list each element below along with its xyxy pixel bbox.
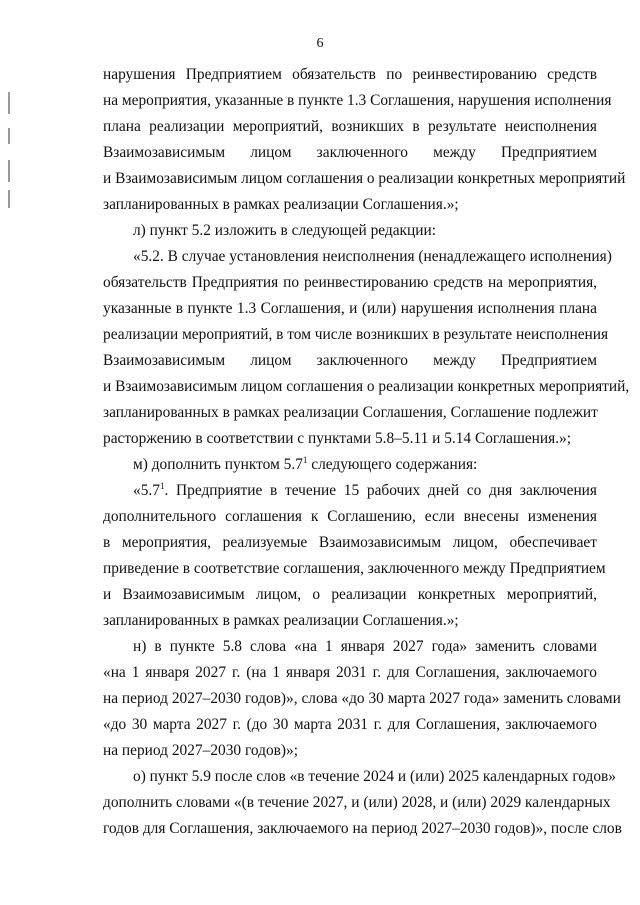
text-line: и Взаимозависимым лицом соглашения о реализации конкретных мероприятий (103, 170, 626, 187)
text-line: на период 2027–2030 годов)»; (103, 742, 299, 759)
text-fragment: . Предприятие в течение 15 рабочих дней со дня заключения (164, 482, 597, 499)
text-fragment: следующего содержания: (307, 456, 478, 473)
margin-scan-mark (8, 160, 10, 182)
text-line: «до 30 марта 2027 г. (до 30 марта 2031 г. для Соглашения, заключаемого (103, 716, 597, 733)
text-line: Взаимозависимым лицом заключенного между Предприятием (103, 352, 597, 369)
margin-scan-mark (8, 128, 10, 144)
text-line: о) пункт 5.9 после слов «в течение 2024 и (или) 2025 календарных годов» (133, 768, 617, 785)
text-line: дополнительного соглашения к Соглашению, если внесены изменения (103, 508, 597, 525)
text-line: запланированных в рамках реализации Соглашения, Соглашение подлежит (103, 404, 598, 421)
text-line: приведение в соответствие соглашения, заключенного между Предприятием (103, 560, 606, 577)
margin-scan-mark (8, 92, 10, 114)
text-line: запланированных в рамках реализации Соглашения.»; (103, 196, 459, 213)
superscript: 1 (159, 481, 165, 491)
text-line: на мероприятия, указанные в пункте 1.3 Соглашения, нарушения исполнения (103, 92, 612, 109)
text-line: н) в пункте 5.8 слова «на 1 января 2027 года» заменить словами (133, 638, 597, 655)
text-line: расторжению в соответствии с пунктами 5.8–5.11 и 5.14 Соглашения.»; (103, 430, 572, 447)
text-line (133, 456, 597, 474)
text-line: и Взаимозависимым лицом соглашения о реализации конкретных мероприятий, (103, 378, 630, 395)
text-line: Взаимозависимым лицом заключенного между Предприятием (103, 144, 597, 161)
margin-scan-mark (8, 190, 10, 208)
text-fragment: м) дополнить пунктом 5.7 (133, 456, 303, 473)
text-line: и Взаимозависимым лицом, о реализации конкретных мероприятий, (103, 586, 597, 603)
text-line: реализации мероприятий, в том числе возникших в результате неисполнения (103, 326, 609, 343)
text-line (133, 482, 597, 500)
page-number: 6 (316, 36, 324, 51)
text-fragment: «5.7 (133, 482, 160, 499)
superscript: 1 (302, 455, 308, 465)
text-line: на период 2027–2030 годов)», слова «до 30 марта 2027 года» заменить словами (103, 690, 621, 707)
text-line: нарушения Предприятием обязательств по реинвестированию средств (103, 66, 597, 83)
text-line: «5.2. В случае установления неисполнения (ненадлежащего исполнения) (133, 248, 612, 265)
text-line: в мероприятия, реализуемые Взаимозависимым лицом, обеспечивает (103, 534, 597, 551)
text-line: дополнить словами «(в течение 2027, и (или) 2028, и (или) 2029 календарных (103, 794, 611, 811)
text-line: плана реализации мероприятий, возникших в результате неисполнения (103, 118, 597, 135)
text-line: л) пункт 5.2 изложить в следующей редакции: (133, 222, 437, 239)
text-line: запланированных в рамках реализации Соглашения.»; (103, 612, 459, 629)
text-line: указанные в пункте 1.3 Соглашения, и (или) нарушения исполнения плана (103, 300, 597, 317)
text-line: обязательств Предприятия по реинвестированию средств на мероприятия, (103, 274, 597, 291)
text-line: годов для Соглашения, заключаемого на период 2027–2030 годов)», после слов (103, 820, 622, 837)
text-line: «на 1 января 2027 г. (на 1 января 2031 г. для Соглашения, заключаемого (103, 664, 597, 681)
